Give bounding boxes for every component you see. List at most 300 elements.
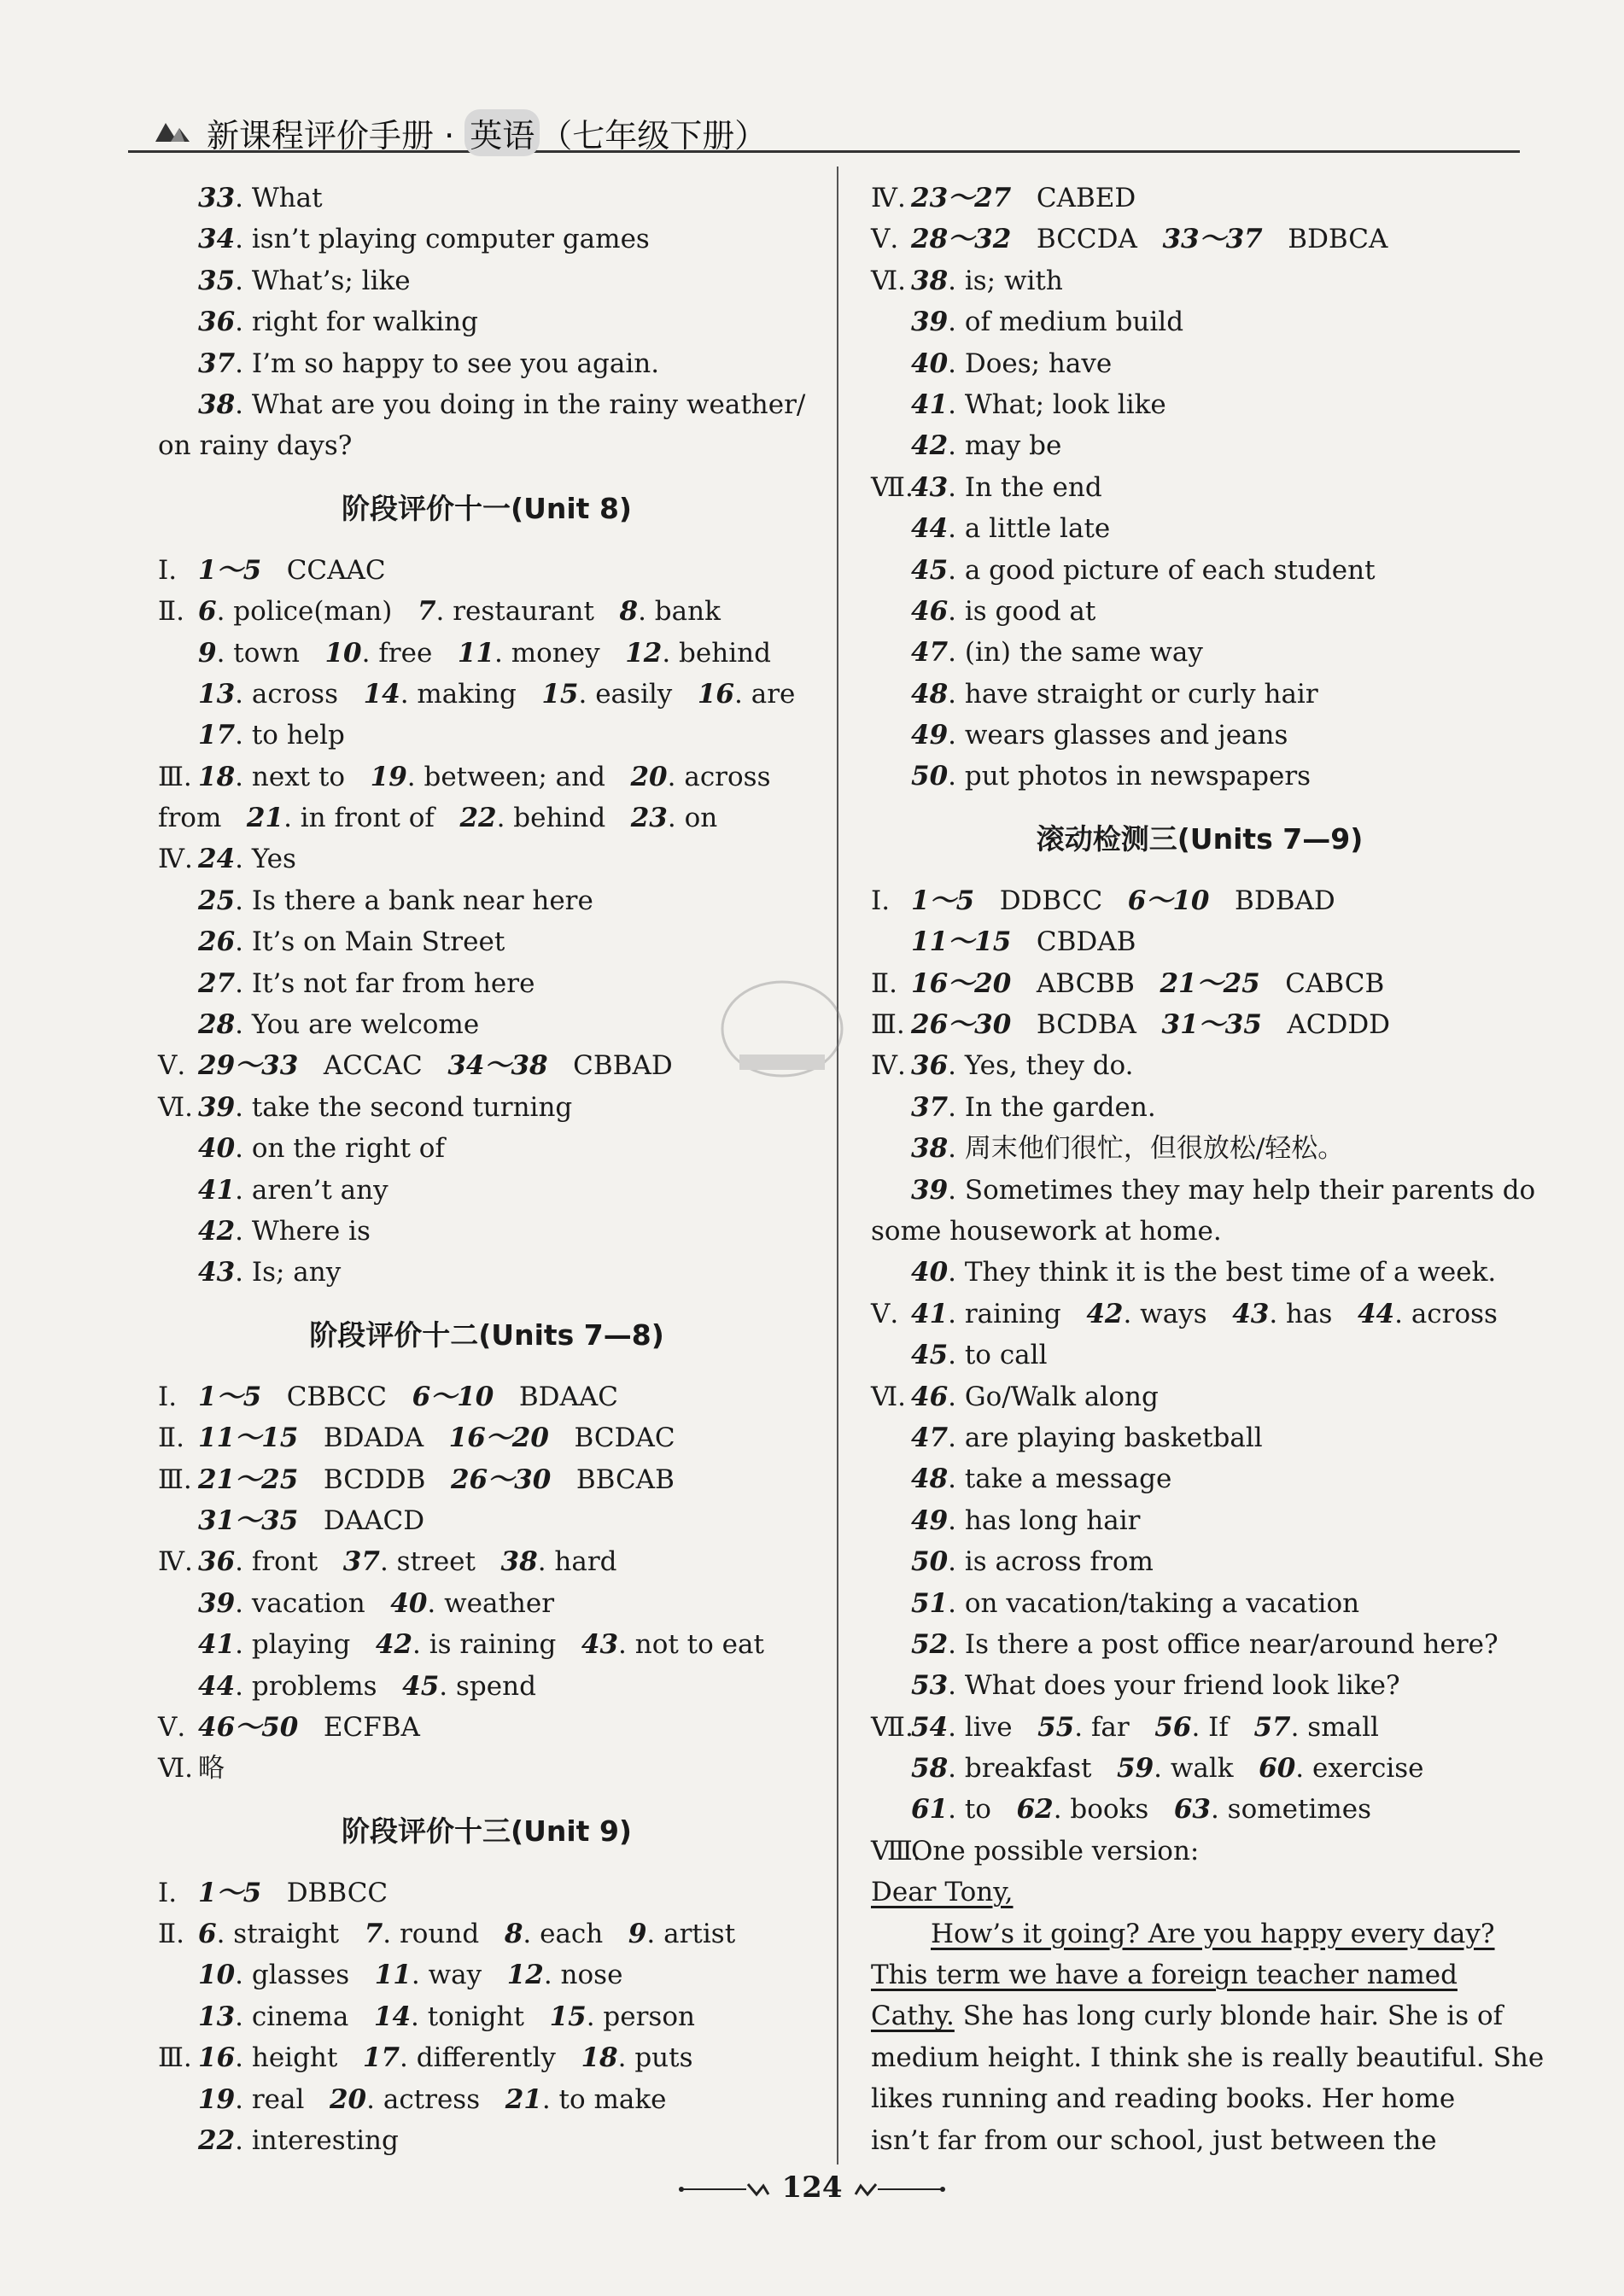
left-column: [158, 178, 815, 2161]
answer-text: . take a message: [948, 1463, 1172, 1495]
answer-text: . behind: [662, 637, 771, 669]
roman-numeral: Ⅴ.: [158, 1711, 186, 1743]
answer-line: [158, 301, 815, 342]
answer-line: [158, 1417, 815, 1458]
answer-line: [158, 2120, 815, 2161]
question-number: 31～35: [1161, 1009, 1262, 1041]
question-number: 41: [911, 1298, 949, 1329]
answer-text: . artist: [646, 1919, 736, 1950]
roman-numeral: Ⅰ.: [158, 1381, 178, 1412]
book-logo-icon: [154, 118, 191, 143]
answer-line: [871, 550, 1528, 591]
answer-text: . Where is: [235, 1215, 371, 1247]
section-heading: 阶段评价十二(Units 7—8): [309, 1317, 664, 1352]
question-number: 16～20: [448, 1423, 549, 1454]
answer-text: . In the garden.: [948, 1091, 1156, 1123]
question-number: 19: [370, 761, 407, 792]
question-number: 1～5: [911, 885, 975, 916]
roman-numeral: Ⅲ.: [158, 1463, 192, 1495]
question-number: 40: [911, 1257, 949, 1288]
answer-line: [871, 1170, 1536, 1211]
answer-line: [871, 1211, 1528, 1252]
watermark-stamp-icon: [714, 973, 850, 1084]
question-number: 23～27: [911, 183, 1012, 213]
question-number: 22: [198, 2125, 236, 2157]
answer-line: [158, 1170, 815, 1211]
answer-text: . on vacation/taking a vacation: [948, 1587, 1360, 1619]
answer-text: BCDDB: [298, 1463, 451, 1495]
answer-text: . each: [523, 1919, 628, 1950]
answer-text: . Is there a bank near here: [235, 885, 593, 916]
answer-text: . sometimes: [1210, 1794, 1372, 1826]
header-subject: 英语: [464, 109, 540, 156]
question-number: 19: [198, 2083, 236, 2115]
answer-line: [158, 674, 815, 715]
answer-text: . breakfast: [948, 1753, 1118, 1785]
answer-line: [871, 2078, 1528, 2119]
answer-line: [158, 1252, 815, 1293]
answer-text: BBCAB: [551, 1463, 675, 1495]
answer-text: . is across from: [948, 1546, 1154, 1578]
answer-text: One possible version:: [911, 1835, 1200, 1867]
question-number: 38: [911, 1133, 949, 1165]
question-number: 11: [374, 1960, 412, 1991]
question-number: 26: [198, 926, 236, 958]
answer-line: [871, 1458, 1528, 1499]
answer-text: from: [158, 803, 247, 834]
question-number: 41: [911, 389, 949, 420]
answer-line: [158, 880, 815, 921]
question-number: 42: [198, 1215, 236, 1247]
roman-numeral: Ⅲ.: [158, 761, 192, 792]
page-number: 124: [781, 2170, 843, 2205]
answer-text: . take the second turning: [235, 1091, 573, 1123]
question-number: 38: [911, 265, 949, 296]
answer-text: . What’s; like: [235, 265, 411, 296]
roman-numeral: Ⅱ.: [871, 967, 897, 999]
answer-text: . behind: [496, 803, 631, 834]
question-number: 41: [198, 1629, 236, 1661]
question-number: 42: [375, 1629, 413, 1661]
answer-line: [871, 1624, 1528, 1665]
question-number: 21～25: [198, 1463, 299, 1495]
answer-text: BCCDA: [1011, 224, 1163, 255]
question-number: 15: [549, 2001, 587, 2032]
answer-text: . on the right of: [235, 1133, 445, 1165]
answer-line: [871, 1376, 1528, 1417]
question-number: 44: [1357, 1298, 1395, 1329]
answer-text: medium height. I think she is really beautiful. She: [871, 2042, 1545, 2073]
answer-line: [158, 1913, 815, 1954]
answer-text: . raining: [948, 1298, 1087, 1329]
answer-line: [158, 1954, 815, 1995]
question-number: 13: [198, 2001, 236, 2032]
answer-text: . They think it is the best time of a week.: [948, 1257, 1497, 1288]
answer-line: [871, 1004, 1528, 1045]
answer-text: CBBCC: [261, 1381, 412, 1412]
answer-line: [871, 1583, 1528, 1624]
roman-numeral: Ⅱ.: [158, 1423, 184, 1454]
answer-text: . glasses: [235, 1960, 375, 1991]
question-number: 9: [628, 1919, 647, 1950]
question-number: 8: [619, 596, 639, 628]
question-number: 38: [198, 389, 236, 420]
question-number: 44: [198, 1670, 236, 1702]
answer-text: . town: [216, 637, 325, 669]
answer-line: [158, 550, 815, 591]
answer-line: [871, 384, 1528, 425]
question-number: 26～30: [450, 1463, 552, 1495]
roman-numeral: Ⅳ.: [871, 1050, 906, 1082]
footer-ornament-left-icon: [678, 2182, 772, 2197]
question-number: 6～10: [412, 1381, 494, 1412]
question-number: 45: [911, 1340, 949, 1371]
question-number: 12: [506, 1960, 544, 1991]
answer-text: . is good at: [948, 595, 1096, 627]
answer-text: . is; with: [948, 265, 1063, 296]
section-heading: 滚动检测三(Units 7—9): [1036, 821, 1364, 856]
question-number: 17: [198, 720, 236, 751]
roman-numeral: Ⅶ.: [871, 471, 914, 503]
answer-line: [158, 343, 815, 384]
answer-text: 略: [198, 1753, 225, 1785]
question-number: 50: [911, 761, 949, 792]
question-number: 9: [198, 637, 217, 669]
answer-line: [158, 921, 815, 962]
answer-line: [871, 1954, 1528, 1995]
roman-numeral: Ⅵ.: [871, 265, 907, 296]
answer-line: [871, 1417, 1528, 1458]
answer-line: [871, 1541, 1528, 1582]
answer-line: [871, 591, 1528, 632]
question-number: 11～15: [198, 1423, 299, 1454]
question-number: 16: [198, 2042, 236, 2074]
answer-text: . You are welcome: [235, 1009, 480, 1041]
question-number: 21: [505, 2083, 542, 2115]
question-number: 28～32: [911, 224, 1012, 255]
column-divider: [837, 167, 838, 2165]
question-number: 21: [246, 803, 284, 834]
answer-line: [158, 1624, 815, 1665]
roman-numeral: Ⅲ.: [871, 1009, 905, 1041]
question-number: 43: [1232, 1298, 1270, 1329]
question-number: 34: [198, 224, 236, 255]
answer-line: [871, 1045, 1528, 1086]
answer-text: DDBCC: [974, 885, 1128, 916]
question-number: 37: [198, 348, 236, 379]
answer-text: . It’s not far from here: [235, 967, 535, 999]
answer-line: [871, 2037, 1545, 2078]
answer-text: . of medium build: [948, 307, 1184, 338]
answer-text: . cinema: [235, 2001, 374, 2032]
answer-text: . What does your friend look like?: [948, 1670, 1400, 1702]
answer-line: [871, 921, 1528, 962]
question-number: 18: [198, 761, 236, 792]
roman-numeral: Ⅳ.: [158, 844, 193, 875]
question-number: 46: [911, 595, 949, 627]
question-number: 24: [198, 844, 236, 875]
answer-line: [871, 963, 1528, 1004]
answer-line: [158, 757, 815, 797]
answer-text: . police(man): [216, 596, 418, 628]
answer-line: [158, 633, 815, 674]
roman-numeral: Ⅲ.: [158, 2042, 192, 2074]
answer-text: . are playing basketball: [948, 1422, 1263, 1453]
question-number: 6～10: [1127, 885, 1210, 916]
roman-numeral: Ⅰ.: [158, 554, 178, 586]
question-number: 35: [198, 265, 236, 296]
answer-line: [871, 1789, 1528, 1830]
answer-text: . making: [400, 678, 542, 710]
answer-text: . has long hair: [948, 1504, 1141, 1536]
question-number: 1～5: [198, 554, 262, 586]
answer-text: . In the end: [948, 471, 1102, 503]
question-number: 37: [911, 1091, 949, 1123]
underlined-text: How’s it going? Are you happy every day?: [931, 1918, 1495, 1949]
page-header: [128, 101, 1520, 153]
question-number: 43: [198, 1257, 236, 1288]
answer-text: . put photos in newspapers: [948, 761, 1311, 792]
answer-text: . nose: [543, 1960, 623, 1991]
answer-line: [871, 301, 1528, 342]
question-number: 61: [911, 1794, 949, 1826]
question-number: 40: [198, 1133, 236, 1165]
answer-text: . across: [667, 761, 771, 792]
answer-text: . across: [1394, 1298, 1498, 1329]
question-number: 14: [363, 678, 400, 710]
answer-line: [871, 1995, 1528, 2036]
answer-text: BDBCA: [1262, 224, 1388, 255]
answer-text: . height: [235, 2042, 363, 2074]
answer-text: . wears glasses and jeans: [948, 720, 1288, 751]
roman-numeral: Ⅴ.: [158, 1050, 186, 1082]
answer-text: . Is there a post office near/around here?: [948, 1628, 1498, 1660]
answer-text: BCDBA: [1011, 1009, 1162, 1041]
roman-numeral: Ⅳ.: [158, 1546, 193, 1578]
answer-text: . Does; have: [948, 348, 1113, 379]
question-number: 7: [417, 596, 436, 628]
roman-numeral: Ⅰ.: [158, 1877, 178, 1908]
answer-text: . playing: [235, 1629, 376, 1661]
answer-text: . hard: [537, 1546, 617, 1578]
answer-line: [871, 1500, 1528, 1541]
answer-text: . It’s on Main Street: [235, 926, 505, 958]
answer-text: CABCB: [1259, 967, 1385, 999]
page-footer: [0, 2170, 1624, 2205]
answer-line: [158, 1211, 815, 1252]
answer-line: [871, 1665, 1528, 1706]
right-column: [871, 178, 1545, 2161]
answer-line: [871, 260, 1528, 301]
answer-text: . between; and: [406, 761, 631, 792]
answer-line: [158, 1500, 815, 1541]
answer-text: . to call: [948, 1340, 1048, 1371]
question-number: 33～37: [1162, 224, 1263, 255]
question-number: 6: [198, 1919, 217, 1950]
answer-text: . front: [235, 1546, 343, 1578]
answer-line: [158, 384, 815, 425]
answer-text: . are: [734, 678, 796, 710]
answer-text: BDAAC: [494, 1381, 618, 1412]
question-number: 37: [342, 1546, 380, 1578]
answer-text: . problems: [235, 1670, 403, 1702]
answer-text: . street: [379, 1546, 501, 1578]
question-number: 44: [911, 513, 949, 545]
answer-text: . ways: [1123, 1298, 1233, 1329]
answer-text: CCAAC: [261, 554, 386, 586]
answer-line: [871, 674, 1528, 715]
answer-text: . exercise: [1295, 1753, 1424, 1785]
answer-text: . a little late: [948, 513, 1111, 545]
answer-line: [158, 591, 815, 632]
question-number: 34～38: [447, 1050, 548, 1082]
question-number: 47: [911, 637, 949, 669]
answer-text: . spend: [439, 1670, 536, 1702]
answer-text: some housework at home.: [871, 1215, 1222, 1247]
answer-text: BDADA: [298, 1423, 449, 1454]
question-number: 10: [198, 1960, 236, 1991]
header-grade: （七年级下册）: [540, 117, 768, 155]
answer-line: [158, 178, 815, 219]
answer-line: [158, 838, 815, 879]
answer-text: . tonight: [411, 2001, 550, 2032]
question-number: 36: [198, 307, 236, 338]
question-number: 14: [373, 2001, 412, 2032]
answer-text: . Is; any: [235, 1257, 342, 1288]
answer-text: . I’m so happy to see you again.: [235, 348, 660, 379]
question-number: 46～50: [198, 1711, 299, 1743]
answer-text: DAACD: [298, 1504, 425, 1536]
underlined-text: This term we have a foreign teacher named: [871, 1960, 1458, 1991]
answer-text: She has long curly blonde hair. She is of: [954, 2001, 1504, 2032]
question-number: 47: [911, 1422, 949, 1453]
answer-text: . way: [411, 1960, 507, 1991]
question-number: 42: [1086, 1298, 1124, 1329]
answer-text: . across: [235, 678, 364, 710]
answer-text: . right for walking: [235, 307, 478, 338]
answer-text: . in front of: [283, 803, 460, 834]
question-number: 62: [1016, 1794, 1054, 1826]
answer-text: . isn’t playing computer games: [235, 224, 650, 255]
question-number: 33: [198, 183, 236, 213]
answer-text: ECFBA: [298, 1711, 420, 1743]
answer-text: . small: [1290, 1711, 1379, 1743]
answer-text: . may be: [948, 430, 1062, 462]
question-number: 50: [911, 1546, 949, 1578]
answer-line: [158, 425, 815, 466]
question-number: 45: [911, 554, 949, 586]
question-number: 52: [911, 1628, 949, 1660]
question-number: 18: [581, 2042, 618, 2074]
question-number: 17: [362, 2042, 400, 2074]
section-heading: 阶段评价十一(Unit 8): [342, 491, 632, 525]
answer-text: . Yes, they do.: [948, 1050, 1134, 1082]
question-number: 54: [911, 1711, 949, 1743]
question-number: 40: [911, 348, 949, 379]
roman-numeral: Ⅴ.: [871, 224, 899, 255]
roman-numeral: Ⅳ.: [871, 183, 906, 213]
answer-text: on rainy days?: [158, 430, 353, 462]
answer-text: . live: [948, 1711, 1038, 1743]
answer-line: [158, 1996, 815, 2037]
answer-line: [158, 797, 815, 838]
answer-line: [158, 1376, 815, 1417]
answer-text: . Go/Walk along: [948, 1381, 1159, 1412]
answer-line: [871, 1872, 1528, 1913]
question-number: 36: [198, 1546, 236, 1578]
answer-line: [158, 1541, 815, 1582]
question-number: 1～5: [198, 1877, 262, 1908]
roman-numeral: Ⅴ.: [871, 1298, 899, 1329]
question-number: 20: [630, 761, 668, 792]
header-title: [207, 109, 767, 156]
question-number: 41: [198, 1174, 236, 1206]
underlined-text: Dear Tony,: [871, 1877, 1014, 1908]
answer-text: . straight: [216, 1919, 365, 1950]
answer-line: [871, 1087, 1528, 1128]
question-number: 58: [911, 1753, 949, 1785]
answer-line: [871, 1252, 1528, 1293]
answer-text: . books: [1053, 1794, 1174, 1826]
answer-text: . not to eat: [618, 1629, 764, 1661]
answer-text: . aren’t any: [235, 1174, 388, 1206]
question-number: 1～5: [198, 1381, 262, 1412]
answer-text: . 周末他们很忙，但很放松/轻松。: [948, 1133, 1345, 1165]
question-number: 43: [911, 471, 949, 503]
roman-numeral: Ⅵ.: [871, 1381, 907, 1412]
answer-text: CBDAB: [1011, 926, 1136, 958]
question-number: 23: [630, 803, 668, 834]
answer-line: [871, 880, 1528, 921]
question-number: 21～25: [1160, 967, 1260, 999]
answer-text: . free: [361, 637, 458, 669]
answer-line: [158, 1707, 815, 1748]
answer-line: [871, 1831, 1528, 1872]
answer-line: [871, 178, 1528, 219]
answer-text: . real: [235, 2083, 330, 2115]
answer-text: . to help: [235, 720, 345, 751]
question-number: 31～35: [198, 1504, 299, 1536]
answer-text: . to: [948, 1794, 1017, 1826]
answer-text: . bank: [638, 596, 721, 628]
roman-numeral: Ⅵ.: [158, 1091, 194, 1123]
answer-line: [871, 508, 1528, 549]
question-number: 15: [541, 678, 579, 710]
roman-numeral: Ⅱ.: [158, 596, 184, 628]
answer-text: BDBAD: [1209, 885, 1335, 916]
answer-line: [158, 1459, 815, 1500]
answer-line: [871, 2120, 1528, 2161]
answer-line: [158, 2079, 815, 2120]
question-number: 63: [1173, 1794, 1211, 1826]
answer-text: CABED: [1011, 183, 1136, 213]
header-series: 新课程评价手册 ·: [207, 117, 465, 155]
question-number: 11～15: [911, 926, 1012, 958]
answer-text: likes running and reading books. Her home: [871, 2083, 1456, 2115]
question-number: 22: [459, 803, 497, 834]
answer-line: [158, 1748, 815, 1789]
question-number: 53: [911, 1670, 949, 1702]
answer-text: ACCAC: [298, 1050, 448, 1082]
question-number: 11: [457, 637, 495, 669]
answer-line: [871, 1707, 1528, 1748]
question-number: 57: [1253, 1711, 1291, 1743]
answer-line: [871, 343, 1528, 384]
answer-line: [158, 219, 815, 260]
answer-text: . easily: [578, 678, 698, 710]
question-number: 39: [198, 1091, 236, 1123]
question-number: 27: [198, 967, 236, 999]
